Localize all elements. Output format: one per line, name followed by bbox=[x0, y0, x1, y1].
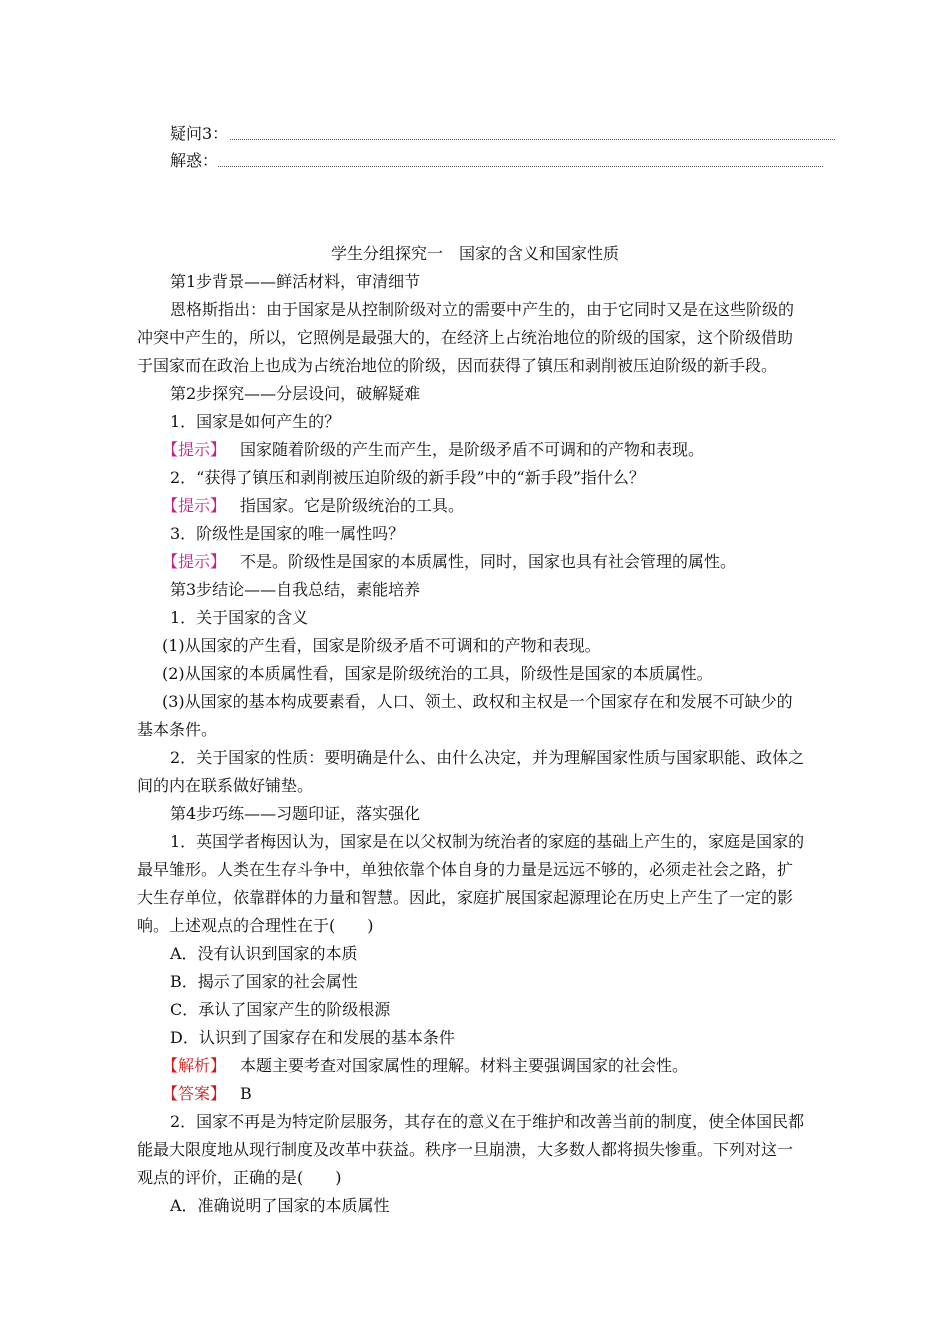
question-item: 1．国家是如何产生的？ bbox=[170, 412, 341, 431]
conclusion-item-cont: 间的内在联系做好铺垫。 bbox=[137, 776, 314, 795]
question-3-label: 疑问3： bbox=[170, 124, 229, 143]
exercise-2-line: 观点的评价，正确的是( ) bbox=[137, 1168, 342, 1187]
exercise-2-line: 能最大限度地从现行制度及改革中获益。秩序一旦崩溃，大多数人都将损失惨重。下列对这一 bbox=[137, 1140, 794, 1159]
hint-text: 指国家。它是阶级统治的工具。 bbox=[240, 496, 465, 515]
question-3-blank[interactable] bbox=[230, 139, 835, 140]
hint-text: 国家随着阶级的产生而产生，是阶级矛盾不可调和的产物和表现。 bbox=[240, 440, 705, 459]
hint-text: 不是。阶级性是国家的本质属性，同时，国家也具有社会管理的属性。 bbox=[240, 552, 737, 571]
option-c: C．承认了国家产生的阶级根源 bbox=[170, 1000, 391, 1019]
conclusion-item: 1．关于国家的含义 bbox=[170, 608, 309, 627]
conclusion-subitem-cont: 基本条件。 bbox=[137, 720, 218, 739]
option-a: A．准确说明了国家的本质属性 bbox=[170, 1196, 390, 1215]
exercise-1-line: 大生存单位，依靠群体的力量和智慧。因此，家庭扩展国家起源理论在历史上产生了一定的影 bbox=[137, 888, 794, 907]
step-1-heading: 第1步背景——鲜活材料，审清细节 bbox=[170, 272, 421, 291]
conclusion-subitem: (1)从国家的产生看，国家是阶级矛盾不可调和的产物和表现。 bbox=[162, 636, 601, 655]
conclusion-subitem: (2)从国家的本质属性看，国家是阶级统治的工具，阶级性是国家的本质属性。 bbox=[162, 664, 713, 683]
analysis-line bbox=[162, 1056, 688, 1076]
hint-line bbox=[162, 440, 704, 460]
conclusion-item: 2．关于国家的性质：要明确是什么、由什么决定，并为理解国家性质与国家职能、政体之 bbox=[170, 748, 805, 767]
material-paragraph-line: 恩格斯指出：由于国家是从控制阶级对立的需要中产生的，由于它同时又是在这些阶级的 bbox=[170, 300, 795, 319]
answer-line bbox=[162, 1084, 252, 1104]
material-paragraph-line: 于国家而在政治上也成为占统治地位的阶级，因而获得了镇压和剥削被压迫阶级的新手段。 bbox=[137, 356, 778, 375]
conclusion-subitem: (3)从国家的基本构成要素看，人口、领土、政权和主权是一个国家存在和发展不可缺少的 bbox=[162, 692, 793, 711]
exercise-1-line: 1．英国学者梅因认为，国家是在以父权制为统治者的家庭的基础上产生的，家庭是国家的 bbox=[170, 832, 805, 851]
question-item: 3．阶级性是国家的唯一属性吗？ bbox=[170, 524, 405, 543]
hint-tag: 【提示】 bbox=[162, 496, 227, 515]
material-paragraph-line: 冲突中产生的，所以，它照例是最强大的，在经济上占统治地位的阶级的国家，这个阶级借助 bbox=[137, 328, 794, 347]
answer-text: B bbox=[240, 1084, 252, 1103]
section-title: 学生分组探究一 国家的含义和国家性质 bbox=[330, 244, 619, 263]
option-a: A．没有认识到国家的本质 bbox=[170, 944, 358, 963]
answer-tag: 【答案】 bbox=[162, 1084, 227, 1103]
answer-blank[interactable] bbox=[218, 166, 823, 167]
analysis-tag: 【解析】 bbox=[162, 1056, 227, 1075]
hint-line bbox=[162, 496, 464, 516]
step-3-heading: 第3步结论——自我总结，素能培养 bbox=[170, 580, 421, 599]
answer-label: 解惑： bbox=[170, 151, 219, 170]
hint-tag: 【提示】 bbox=[162, 552, 227, 571]
exercise-1-line: 响。上述观点的合理性在于( ) bbox=[137, 916, 374, 935]
step-2-heading: 第2步探究——分层设问，破解疑难 bbox=[170, 384, 421, 403]
question-item: 2．“获得了镇压和剥削被压迫阶级的新手段”中的“新手段”指什么？ bbox=[170, 468, 645, 487]
analysis-text: 本题主要考查对国家属性的理解。材料主要强调国家的社会性。 bbox=[240, 1056, 689, 1075]
option-d: D．认识到了国家存在和发展的基本条件 bbox=[170, 1028, 455, 1047]
exercise-1-line: 最早雏形。人类在生存斗争中，单独依靠个体自身的力量是远远不够的，必须走社会之路，扩 bbox=[137, 860, 794, 879]
option-b: B．揭示了国家的社会属性 bbox=[170, 972, 358, 991]
hint-line bbox=[162, 552, 736, 572]
step-4-heading: 第4步巧练——习题印证，落实强化 bbox=[170, 804, 421, 823]
hint-tag: 【提示】 bbox=[162, 440, 227, 459]
exercise-2-line: 2．国家不再是为特定阶层服务，其存在的意义在于维护和改善当前的制度，使全体国民都 bbox=[170, 1112, 805, 1131]
